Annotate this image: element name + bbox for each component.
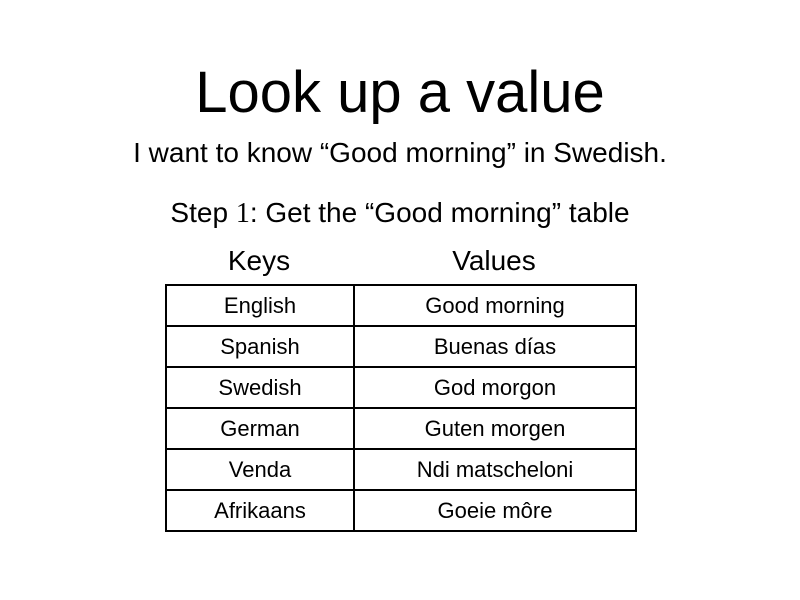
table-row [166,490,636,531]
key-cell: English [166,285,354,326]
table-row [166,326,636,367]
slide-title: Look up a value [195,60,605,125]
key-cell: German [166,408,354,449]
value-cell: Buenas días [354,326,636,367]
step-prefix: Step [170,197,236,228]
table-row [166,408,636,449]
slide-subtitle: I want to know “Good morning” in Swedish. [133,137,667,168]
values-column-header: Values [452,245,536,276]
key-cell: Afrikaans [166,490,354,531]
key-cell: Venda [166,449,354,490]
step-number: 1 [235,198,250,229]
key-cell: Swedish [166,367,354,408]
key-cell: Spanish [166,326,354,367]
keys-column-header: Keys [227,245,291,276]
step-suffix: : Get the “Good morning” table [249,197,630,228]
value-cell: Guten morgen [354,408,636,449]
table-row [166,285,636,326]
table-row [166,449,636,490]
value-cell: God morgon [354,367,636,408]
value-cell: Ndi matscheloni [354,449,636,490]
value-cell: Goeie môre [354,490,636,531]
step-heading [0,196,800,231]
value-cell: Good morning [354,285,636,326]
lookup-table [165,284,637,532]
table-row [166,367,636,408]
